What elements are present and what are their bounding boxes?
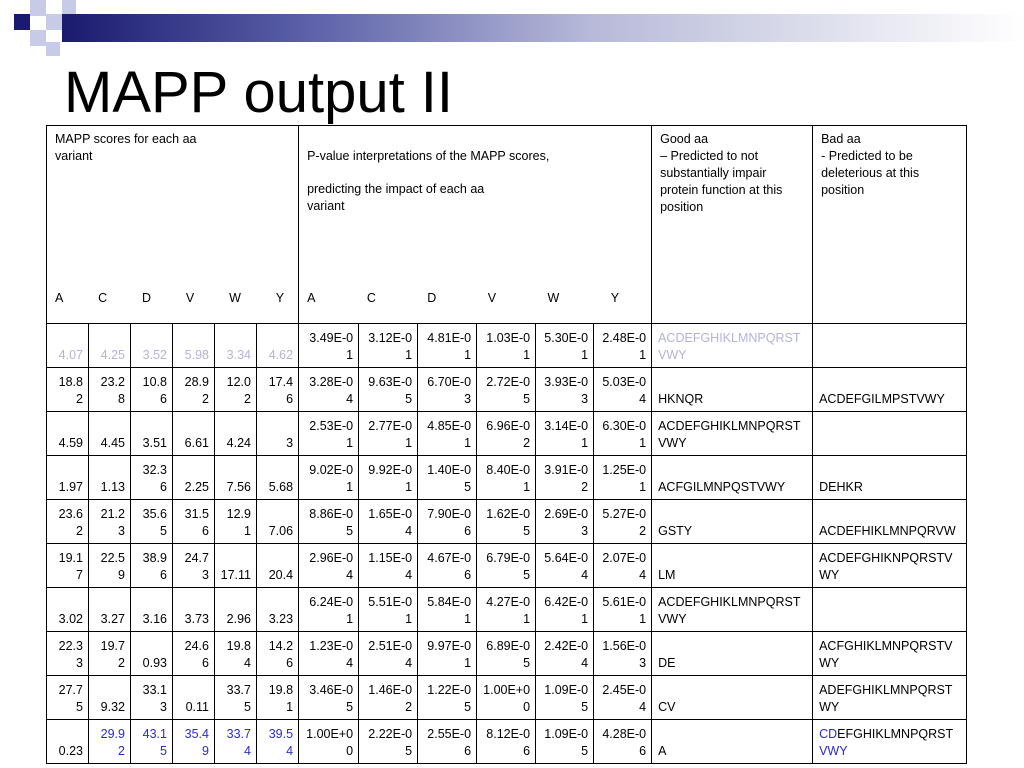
scores-header-cell [47,126,299,324]
decor-square-light [46,14,62,30]
pvalue-cell-d: 2.55E-06 [418,720,477,764]
pvalue-cell-w: 5.30E-01 [536,324,594,368]
score-cell-d: 43.15 [131,720,173,764]
pvalue-column-labels [307,290,643,307]
good-aa-cell: CV [652,676,813,720]
pvalue-cell-y: 5.27E-02 [594,500,652,544]
pvalue-col-a: A [307,291,316,305]
pvalue-cell-a: 3.46E-05 [299,676,359,720]
score-cell-y: 20.4 [257,544,299,588]
scores-column-labels [55,290,290,307]
pvalue-cell-a: 3.49E-01 [299,324,359,368]
pvalue-cell-d: 1.22E-05 [418,676,477,720]
mapp-output-table [46,125,967,764]
score-cell-w: 19.84 [215,632,257,676]
table-row [47,676,967,720]
pvalue-cell-y: 5.03E-04 [594,368,652,412]
score-cell-v: 31.56 [173,500,215,544]
pvalue-cell-c: 1.46E-02 [359,676,418,720]
score-cell-c: 22.59 [89,544,131,588]
pvalue-cell-w: 3.93E-03 [536,368,594,412]
score-cell-c: 21.23 [89,500,131,544]
pvalue-cell-d: 6.70E-03 [418,368,477,412]
pvalue-cell-w: 3.91E-02 [536,456,594,500]
score-cell-w: 33.75 [215,676,257,720]
good-aa-label: Good aa – Predicted to not substantially impair protein function at this position [660,132,783,214]
good-aa-cell: ACDEFGHIKLMNPQRSTVWY [652,324,813,368]
score-cell-a: 0.23 [47,720,89,764]
score-cell-v: 24.73 [173,544,215,588]
table-row [47,500,967,544]
score-cell-y: 39.54 [257,720,299,764]
pvalue-cell-c: 2.22E-05 [359,720,418,764]
pvalue-cell-d: 4.81E-01 [418,324,477,368]
score-cell-c: 4.45 [89,412,131,456]
bad-aa-header [813,126,967,324]
pvalue-cell-v: 4.27E-01 [477,588,536,632]
pvalue-cell-a: 8.86E-05 [299,500,359,544]
score-cell-w: 12.91 [215,500,257,544]
score-cell-c: 1.13 [89,456,131,500]
pvalue-cell-d: 4.67E-06 [418,544,477,588]
pvalue-cell-v: 2.72E-05 [477,368,536,412]
score-cell-v: 24.66 [173,632,215,676]
score-cell-a: 18.82 [47,368,89,412]
good-aa-header [652,126,813,324]
table-row [47,544,967,588]
pvalue-cell-y: 1.25E-01 [594,456,652,500]
score-cell-c: 19.72 [89,632,131,676]
score-cell-d: 3.52 [131,324,173,368]
scores-header-title: MAPP scores for each aa variant [55,132,197,163]
pvalue-cell-w: 3.14E-01 [536,412,594,456]
header-gradient-band [62,14,1024,42]
good-aa-cell: ACDEFGHIKLMNPQRSTVWY [652,412,813,456]
pvalue-cell-a: 1.23E-04 [299,632,359,676]
score-cell-d: 10.86 [131,368,173,412]
score-cell-a: 3.02 [47,588,89,632]
pvalue-cell-a: 6.24E-01 [299,588,359,632]
pvalue-col-c: C [366,291,376,305]
table-row [47,632,967,676]
score-cell-d: 32.36 [131,456,173,500]
slide-title: MAPP output II [64,60,454,125]
score-cell-y: 5.68 [257,456,299,500]
decor-square-light [30,0,46,16]
bad-aa-cell: ACDEFHIKLMNPQRVW [813,500,967,544]
pvalue-cell-v: 1.62E-05 [477,500,536,544]
pvalue-cell-w: 1.09E-05 [536,720,594,764]
good-aa-cell: LM [652,544,813,588]
bad-aa-cell: ADEFGHIKLMNPQRSTWY [813,676,967,720]
good-aa-cell: GSTY [652,500,813,544]
score-cell-w: 17.11 [215,544,257,588]
score-cell-d: 3.16 [131,588,173,632]
pvalue-cell-v: 1.00E+00 [477,676,536,720]
pvalue-cell-y: 4.28E-06 [594,720,652,764]
pvalue-cell-v: 8.12E-06 [477,720,536,764]
score-cell-a: 4.59 [47,412,89,456]
table-row [47,368,967,412]
score-cell-v: 28.92 [173,368,215,412]
score-cell-y: 7.06 [257,500,299,544]
pvalue-cell-c: 1.15E-04 [359,544,418,588]
score-cell-d: 3.51 [131,412,173,456]
score-cell-w: 7.56 [215,456,257,500]
decor-square-light [62,0,76,14]
score-cell-v: 3.73 [173,588,215,632]
pvalue-cell-d: 9.97E-01 [418,632,477,676]
pvalue-cell-d: 7.90E-06 [418,500,477,544]
good-aa-cell: A [652,720,813,764]
decor-square-light [46,42,60,56]
table-header-row [47,126,967,324]
table-row [47,412,967,456]
pvalue-cell-y: 5.61E-01 [594,588,652,632]
score-cell-c: 23.28 [89,368,131,412]
pvalue-cell-v: 1.03E-01 [477,324,536,368]
pvalue-cell-v: 6.89E-05 [477,632,536,676]
pvalue-cell-w: 2.69E-03 [536,500,594,544]
pvalue-header-title-2: predicting the impact of each aa variant [307,182,485,213]
score-cell-y: 17.46 [257,368,299,412]
pvalue-cell-c: 3.12E-01 [359,324,418,368]
pvalue-cell-a: 9.02E-01 [299,456,359,500]
pvalue-cell-c: 2.77E-01 [359,412,418,456]
pvalue-cell-v: 6.79E-05 [477,544,536,588]
score-cell-a: 22.33 [47,632,89,676]
bad-aa-segment: CD [819,727,838,741]
score-cell-d: 38.96 [131,544,173,588]
pvalue-cell-v: 8.40E-01 [477,456,536,500]
score-cell-c: 29.92 [89,720,131,764]
score-cell-w: 4.24 [215,412,257,456]
pvalue-cell-d: 4.85E-01 [418,412,477,456]
score-cell-y: 4.62 [257,324,299,368]
good-aa-cell: DE [652,632,813,676]
pvalue-cell-w: 5.64E-04 [536,544,594,588]
pvalue-cell-c: 1.65E-04 [359,500,418,544]
score-col-v: V [185,291,195,305]
score-cell-a: 1.97 [47,456,89,500]
pvalue-cell-d: 1.40E-05 [418,456,477,500]
bad-aa-segment: VWY [819,744,848,758]
bad-aa-cell: DEHKR [813,456,967,500]
pvalue-col-v: V [487,291,497,305]
score-col-c: C [98,291,108,305]
pvalue-cell-c: 2.51E-04 [359,632,418,676]
pvalue-col-y: Y [610,291,620,305]
score-cell-d: 0.93 [131,632,173,676]
pvalue-header-title-1: P-value interpretations of the MAPP scores, [307,149,550,163]
pvalue-cell-y: 2.07E-04 [594,544,652,588]
pvalue-cell-a: 1.00E+00 [299,720,359,764]
pvalue-cell-c: 9.63E-05 [359,368,418,412]
good-aa-cell: HKNQR [652,368,813,412]
score-cell-v: 5.98 [173,324,215,368]
score-cell-y: 3.23 [257,588,299,632]
good-aa-cell: ACFGILMNPQSTVWY [652,456,813,500]
pvalue-cell-y: 2.45E-04 [594,676,652,720]
pvalue-cell-y: 1.56E-03 [594,632,652,676]
good-aa-cell: ACDEFGHIKLMNPQRSTVWY [652,588,813,632]
pvalue-cell-a: 3.28E-04 [299,368,359,412]
pvalue-cell-a: 2.53E-01 [299,412,359,456]
score-cell-c: 3.27 [89,588,131,632]
table-row [47,588,967,632]
pvalue-cell-c: 9.92E-01 [359,456,418,500]
score-cell-w: 3.34 [215,324,257,368]
score-cell-w: 12.02 [215,368,257,412]
table-row [47,456,967,500]
pvalue-cell-w: 6.42E-01 [536,588,594,632]
score-cell-v: 0.11 [173,676,215,720]
pvalue-cell-y: 2.48E-01 [594,324,652,368]
score-col-w: W [229,291,241,305]
pvalue-cell-w: 1.09E-05 [536,676,594,720]
pvalue-col-w: W [547,291,560,305]
bad-aa-cell: ACFGHIKLMNPQRSTVWY [813,632,967,676]
score-cell-d: 33.13 [131,676,173,720]
score-cell-y: 14.26 [257,632,299,676]
score-col-y: Y [275,291,285,305]
bad-aa-cell [813,412,967,456]
table-row [47,324,967,368]
table-row [47,720,967,764]
bad-aa-label: Bad aa - Predicted to be deleterious at this position [821,132,920,197]
pvalue-cell-a: 2.96E-04 [299,544,359,588]
score-cell-a: 19.17 [47,544,89,588]
pvalue-cell-c: 5.51E-01 [359,588,418,632]
score-cell-y: 19.81 [257,676,299,720]
score-cell-c: 9.32 [89,676,131,720]
pvalue-cell-v: 6.96E-02 [477,412,536,456]
score-cell-d: 35.65 [131,500,173,544]
score-cell-v: 2.25 [173,456,215,500]
score-cell-v: 35.49 [173,720,215,764]
score-cell-w: 2.96 [215,588,257,632]
score-cell-y: 3 [257,412,299,456]
score-cell-v: 6.61 [173,412,215,456]
score-cell-a: 27.75 [47,676,89,720]
bad-aa-cell: ACDEFGILMPSTVWY [813,368,967,412]
pvalue-cell-y: 6.30E-01 [594,412,652,456]
score-col-d: D [142,291,152,305]
decor-square-navy [14,14,30,30]
bad-aa-segment: EFGHIKLMNPQRST [837,727,954,741]
pvalue-cell-d: 5.84E-01 [418,588,477,632]
decor-square-light [30,30,46,46]
score-col-a: A [55,291,64,305]
score-cell-c: 4.25 [89,324,131,368]
pvalue-header-cell [299,126,652,324]
score-cell-a: 4.07 [47,324,89,368]
score-cell-a: 23.62 [47,500,89,544]
score-cell-w: 33.74 [215,720,257,764]
bad-aa-cell: ACDEFGHIKNPQRSTVWY [813,544,967,588]
pvalue-col-d: D [427,291,437,305]
bad-aa-cell [813,720,967,764]
pvalue-cell-w: 2.42E-04 [536,632,594,676]
bad-aa-cell [813,588,967,632]
bad-aa-cell [813,324,967,368]
